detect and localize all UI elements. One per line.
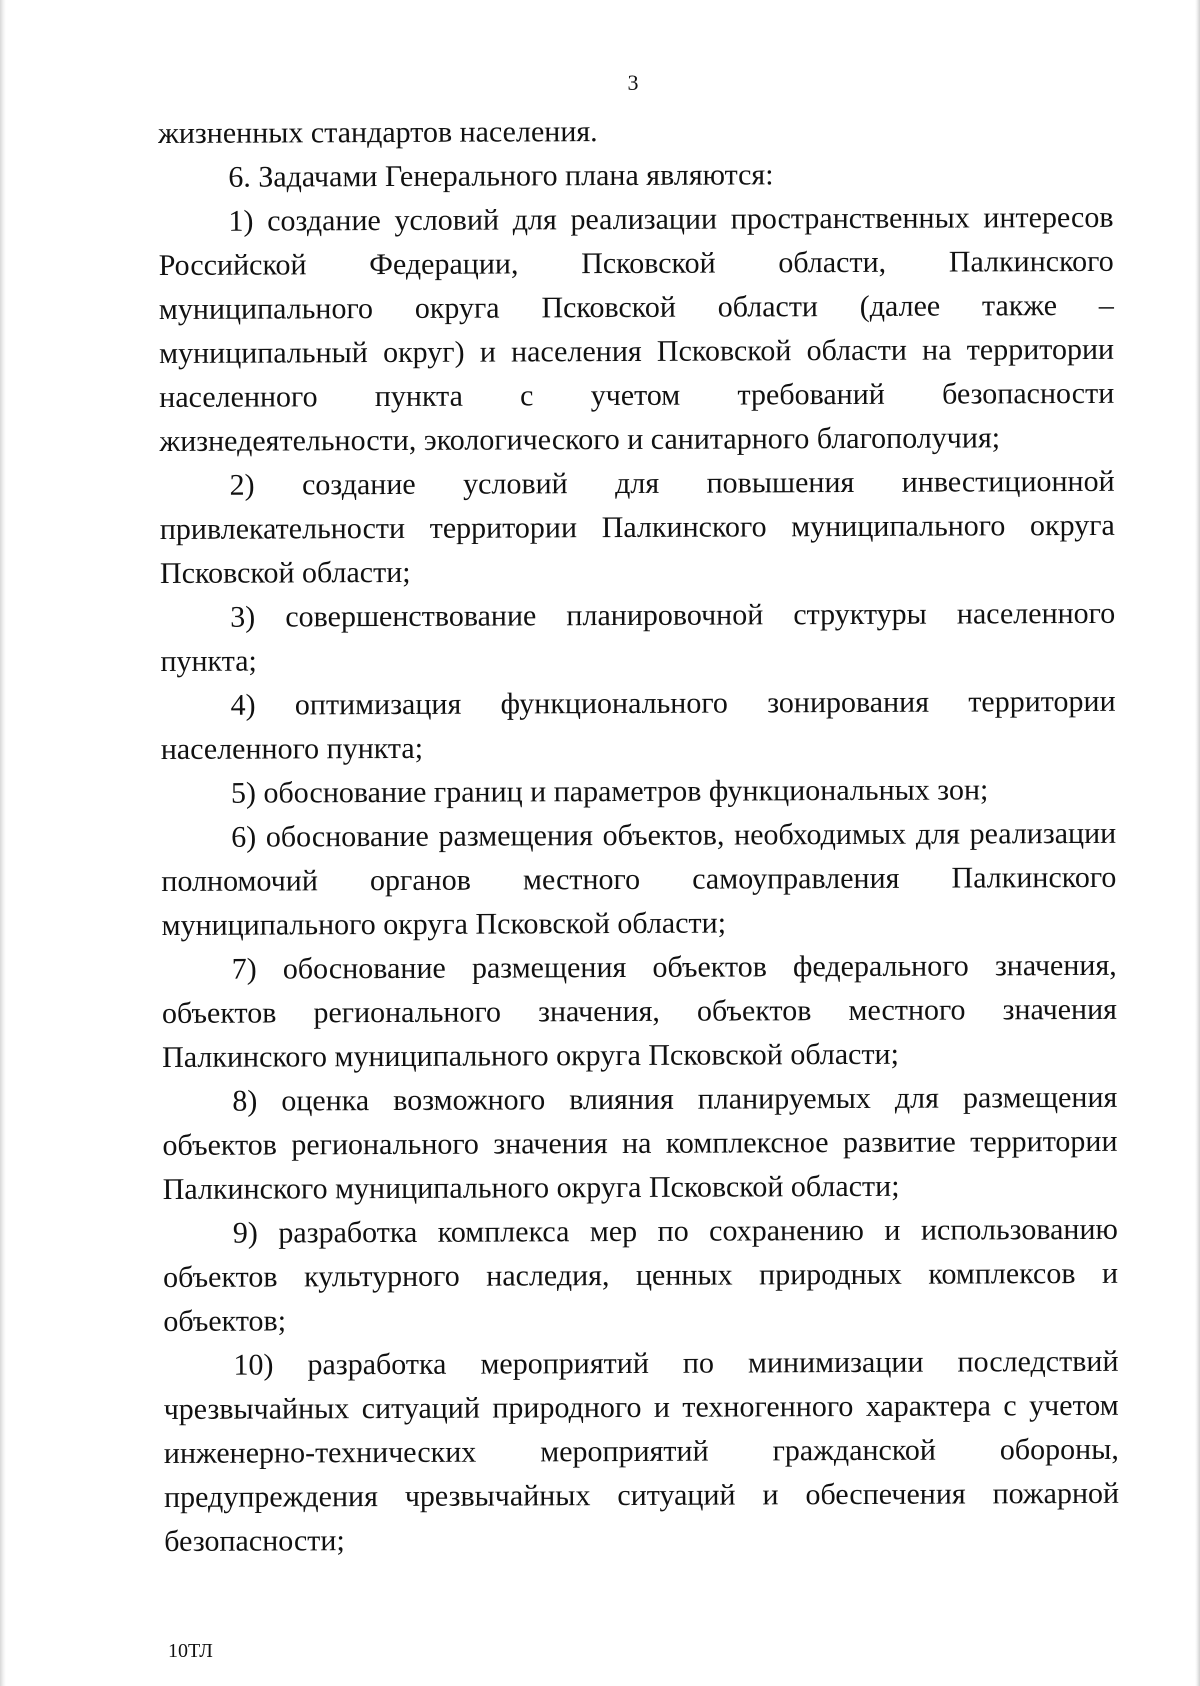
list-item-2: 2) создание условий для повышения инвестиционной привлекательности территории Палкинского муниципального округа Псковской области; xyxy=(159,464,1115,590)
list-item-10: 10) разработка мероприятий по минимизации последствий чрезвычайных ситуаций природного и техногенного характера с учетом инженерно-технических мероприятий гражданской обороны, предупреждения чрезвычайных ситуаций и обеспечения пожарной безопасности; xyxy=(163,1344,1120,1558)
list-item-9: 9) разработка комплекса мер по сохранению и использованию объектов культурного наследия, ценных природных комплексов и объектов; xyxy=(163,1212,1119,1338)
paragraph-tasks-heading: 6. Задачами Генерального плана являются: xyxy=(228,158,774,194)
list-item-7: 7) обоснование размещения объектов федерального значения, объектов регионального значения, объектов местного значения Палкинского муниципального округа Псковской области; xyxy=(161,948,1117,1074)
list-item-3: 3) совершенствование планировочной структуры населенного пункта; xyxy=(160,596,1116,678)
list-item-4: 4) оптимизация функционального зонирования территории населенного пункта; xyxy=(160,684,1116,766)
list-item-8: 8) оценка возможного влияния планируемых для размещения объектов регионального значения на комплексное развитие территории Палкинского муниципального округа Псковской области; xyxy=(162,1080,1118,1206)
list-item-1: 1) создание условий для реализации пространственных интересов Российской Федерации, Псковской области, Палкинского муниципального округа Псковской области (далее также – муниципальный округ) и населения Псковской области на территории населенного пункта с учетом требований безопасности жизнедеятельности, экологического и санитарного благополучия; xyxy=(158,200,1115,458)
paragraph-continuation: жизненных стандартов населения. xyxy=(158,115,598,150)
scan-edge-left xyxy=(0,0,6,1686)
list-item-6: 6) обоснование размещения объектов, необходимых для реализации полномочий органов местного самоуправления Палкинского муниципального округа Псковской области; xyxy=(161,816,1117,942)
footer-code: 10ТЛ xyxy=(168,1640,213,1662)
document-body xyxy=(158,108,1119,1564)
page-number: 3 xyxy=(627,70,639,95)
list-item-5: 5) обоснование границ и параметров функциональных зон; xyxy=(230,773,989,810)
scan-edge-right xyxy=(1195,0,1200,1686)
